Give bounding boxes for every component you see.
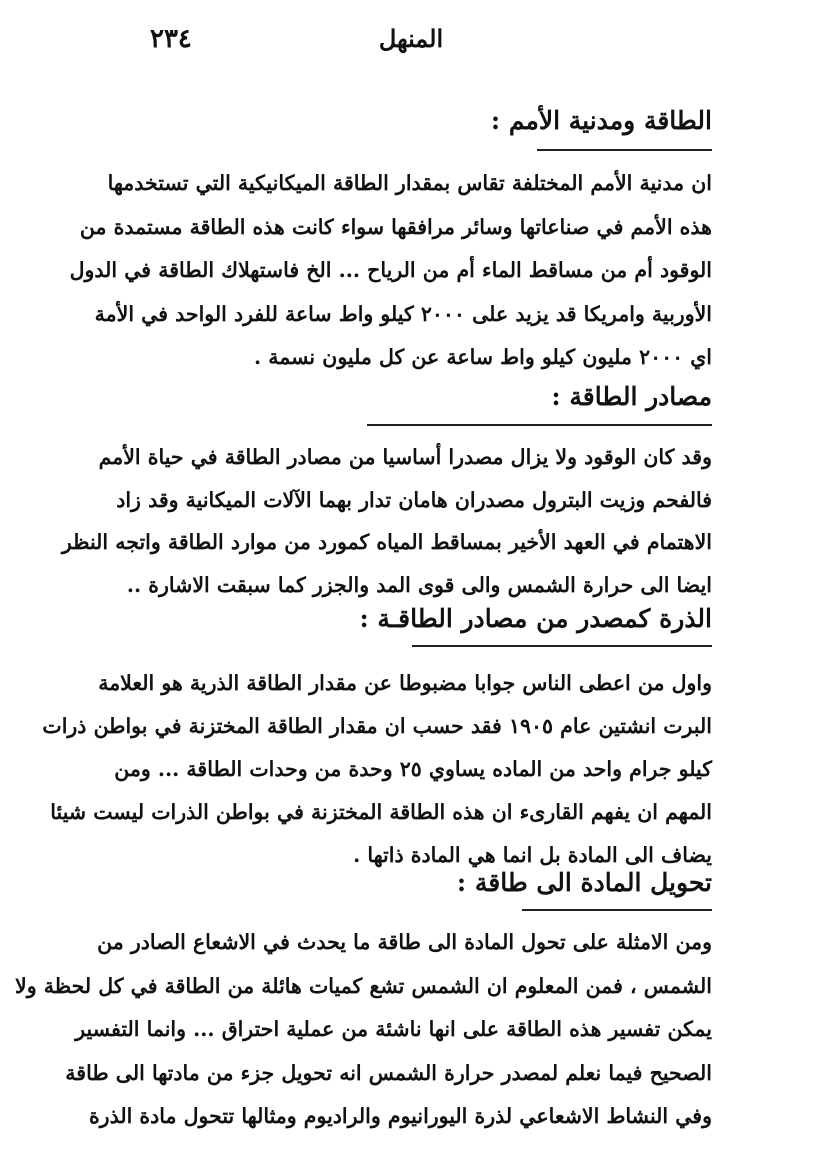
text-line: وقد كان الوقود ولا يزال مصدرا أساسيا من مصادر الطاقة في حياة الأمم (98, 445, 712, 469)
paragraph (15, 921, 712, 1139)
heading-underline (367, 424, 712, 426)
text-line: يمكن تفسير هذه الطاقة على انها ناشئة من عملية احتراق ... وانما التفسير (75, 1017, 712, 1041)
page-number: ٢٣٤ (150, 24, 192, 54)
text-line: ومن الامثلة على تحول المادة الى طاقة ما يحدث في الاشعاع الصادر من (97, 930, 712, 954)
text-line: البرت انشتين عام ١٩٠٥ فقد حسب ان مقدار الطاقة المختزنة في بواطن ذرات (42, 714, 712, 738)
section-heading: الطاقة ومدنية الأمم : (490, 106, 712, 135)
text-line: ان مدنية الأمم المختلفة تقاس بمقدار الطاقة الميكانيكية التي تستخدمها (107, 171, 712, 195)
text-line: الوقود أم من مساقط الماء أم من الرياح ... الخ فاستهلاك الطاقة في الدول (69, 258, 712, 282)
section-heading: مصادر الطاقة : (551, 382, 712, 411)
page-header (100, 22, 722, 62)
text-line: الشمس ، فمن المعلوم ان الشمس تشع كميات هائلة من الطاقة في كل لحظة ولا (15, 973, 712, 998)
text-line: واول من اعطى الناس جوابا مضبوطا عن مقدار الطاقة الذرية هو العلامة (98, 671, 712, 695)
paragraph (42, 662, 712, 877)
text-line: اي ٢٠٠٠ مليون كيلو واط ساعة عن كل مليون نسمة . (254, 345, 712, 369)
heading-underline (522, 909, 712, 911)
text-line: هذه الأمم في صناعاتها وسائر مرافقها سواء كانت هذه الطاقة مستمدة من (79, 214, 712, 239)
text-line: يضاف الى المادة بل انما هي المادة ذاتها . (353, 843, 712, 867)
paragraph (69, 162, 712, 380)
text-line: ايضا الى حرارة الشمس والى قوى المد والجزر كما سبقت الاشارة .. (126, 572, 712, 597)
heading-underline (412, 645, 712, 647)
text-line: الصحيح فيما نعلم لمصدر حرارة الشمس انه تحويل جزء من مادتها الى طاقة (65, 1060, 712, 1085)
text-line: كيلو جرام واحد من الماده يساوي ٢٥ وحدة من وحدات الطاقة ... ومن (114, 757, 712, 781)
text-line: فالفحم وزيت البترول مصدران هامان تدار بهما الآلات الميكانية وقد زاد (116, 487, 712, 512)
text-line: وفي النشاط الاشعاعي لذرة اليورانيوم والراديوم ومثالها تتحول مادة الذرة (88, 1104, 712, 1128)
section-heading: تحويل المادة الى طاقة : (456, 868, 712, 897)
heading-underline (537, 149, 712, 151)
text-line: الاهتمام في العهد الأخير بمساقط المياه كمورد من موارد الطاقة واتجه النظر (61, 530, 712, 554)
text-line: المهم ان يفهم القارىء ان هذه الطاقة المختزنة في بواطن الذرات ليست شيئا (50, 800, 712, 824)
running-title: المنهل (378, 24, 444, 53)
paragraph (61, 436, 712, 606)
section-heading: الذرة كمصدر من مصادر الطاقـة : (359, 604, 712, 633)
text-line: الأوربية وامريكا قد يزيد على ٢٠٠٠ كيلو واط ساعة للفرد الواحد في الأمة (94, 301, 712, 326)
